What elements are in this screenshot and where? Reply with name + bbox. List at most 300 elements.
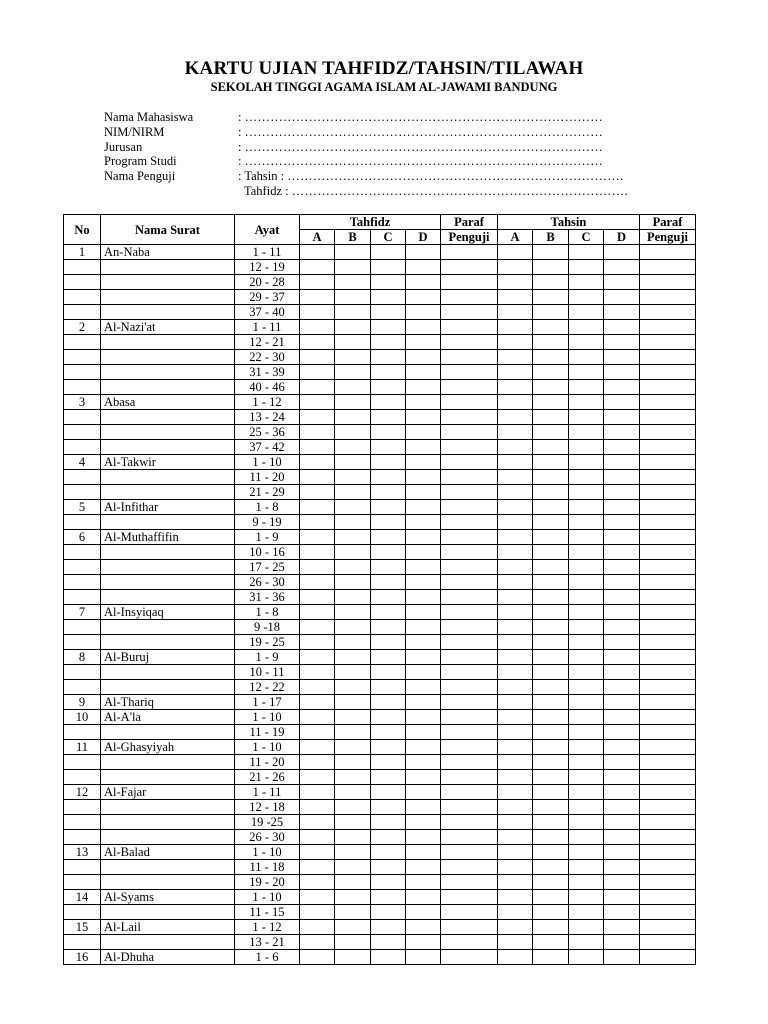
tahsin-d-cell[interactable] (604, 575, 640, 590)
tahfidz-d-cell[interactable] (406, 920, 441, 935)
tahfidz-a-cell[interactable] (300, 605, 335, 620)
tahsin-c-cell[interactable] (569, 485, 604, 500)
tahsin-d-cell[interactable] (604, 755, 640, 770)
tahfidz-d-cell[interactable] (406, 485, 441, 500)
tahfidz-a-cell[interactable] (300, 785, 335, 800)
tahfidz-c-cell[interactable] (371, 605, 406, 620)
tahfidz-b-cell[interactable] (335, 650, 371, 665)
tahsin-paraf-cell[interactable] (640, 245, 696, 260)
tahsin-c-cell[interactable] (569, 830, 604, 845)
tahfidz-b-cell[interactable] (335, 365, 371, 380)
form-row-nama-penguji[interactable] (104, 169, 628, 184)
tahfidz-c-cell[interactable] (371, 260, 406, 275)
tahsin-a-cell[interactable] (498, 590, 533, 605)
tahfidz-a-cell[interactable] (300, 290, 335, 305)
tahfidz-d-cell[interactable] (406, 650, 441, 665)
tahsin-b-cell[interactable] (533, 800, 569, 815)
tahsin-d-cell[interactable] (604, 950, 640, 965)
tahfidz-paraf-cell[interactable] (441, 815, 498, 830)
tahfidz-paraf-cell[interactable] (441, 755, 498, 770)
tahfidz-d-cell[interactable] (406, 770, 441, 785)
tahsin-c-cell[interactable] (569, 380, 604, 395)
tahfidz-paraf-cell[interactable] (441, 575, 498, 590)
tahsin-c-cell[interactable] (569, 290, 604, 305)
tahsin-c-cell[interactable] (569, 605, 604, 620)
tahfidz-paraf-cell[interactable] (441, 515, 498, 530)
tahfidz-b-cell[interactable] (335, 845, 371, 860)
tahfidz-c-cell[interactable] (371, 950, 406, 965)
tahfidz-a-cell[interactable] (300, 545, 335, 560)
tahsin-paraf-cell[interactable] (640, 335, 696, 350)
tahsin-a-cell[interactable] (498, 320, 533, 335)
tahfidz-d-cell[interactable] (406, 935, 441, 950)
form-row-jurusan[interactable] (104, 140, 628, 155)
tahsin-c-cell[interactable] (569, 350, 604, 365)
tahsin-b-cell[interactable] (533, 410, 569, 425)
tahfidz-a-cell[interactable] (300, 380, 335, 395)
tahsin-a-cell[interactable] (498, 935, 533, 950)
tahfidz-d-cell[interactable] (406, 515, 441, 530)
tahfidz-c-cell[interactable] (371, 545, 406, 560)
tahfidz-b-cell[interactable] (335, 860, 371, 875)
tahfidz-b-cell[interactable] (335, 815, 371, 830)
tahfidz-b-cell[interactable] (335, 335, 371, 350)
tahsin-paraf-cell[interactable] (640, 320, 696, 335)
tahsin-d-cell[interactable] (604, 275, 640, 290)
tahsin-c-cell[interactable] (569, 950, 604, 965)
tahsin-paraf-cell[interactable] (640, 620, 696, 635)
tahsin-a-cell[interactable] (498, 920, 533, 935)
tahsin-paraf-cell[interactable] (640, 590, 696, 605)
tahsin-b-cell[interactable] (533, 695, 569, 710)
tahsin-c-cell[interactable] (569, 305, 604, 320)
tahfidz-c-cell[interactable] (371, 650, 406, 665)
tahsin-paraf-cell[interactable] (640, 770, 696, 785)
tahsin-b-cell[interactable] (533, 755, 569, 770)
tahfidz-c-cell[interactable] (371, 785, 406, 800)
tahfidz-a-cell[interactable] (300, 530, 335, 545)
tahsin-d-cell[interactable] (604, 710, 640, 725)
tahfidz-a-cell[interactable] (300, 845, 335, 860)
tahsin-d-cell[interactable] (604, 440, 640, 455)
tahsin-d-cell[interactable] (604, 290, 640, 305)
tahsin-a-cell[interactable] (498, 755, 533, 770)
tahsin-c-cell[interactable] (569, 785, 604, 800)
tahsin-paraf-cell[interactable] (640, 755, 696, 770)
tahfidz-c-cell[interactable] (371, 575, 406, 590)
tahfidz-a-cell[interactable] (300, 425, 335, 440)
tahfidz-paraf-cell[interactable] (441, 935, 498, 950)
tahfidz-a-cell[interactable] (300, 755, 335, 770)
tahfidz-d-cell[interactable] (406, 635, 441, 650)
tahfidz-d-cell[interactable] (406, 320, 441, 335)
tahfidz-b-cell[interactable] (335, 425, 371, 440)
tahsin-c-cell[interactable] (569, 755, 604, 770)
tahsin-b-cell[interactable] (533, 605, 569, 620)
tahsin-a-cell[interactable] (498, 680, 533, 695)
tahsin-c-cell[interactable] (569, 470, 604, 485)
tahfidz-d-cell[interactable] (406, 560, 441, 575)
tahfidz-d-cell[interactable] (406, 260, 441, 275)
tahsin-b-cell[interactable] (533, 515, 569, 530)
tahfidz-c-cell[interactable] (371, 410, 406, 425)
tahsin-a-cell[interactable] (498, 815, 533, 830)
tahfidz-b-cell[interactable] (335, 620, 371, 635)
tahsin-d-cell[interactable] (604, 830, 640, 845)
tahsin-a-cell[interactable] (498, 635, 533, 650)
tahfidz-d-cell[interactable] (406, 755, 441, 770)
tahsin-paraf-cell[interactable] (640, 680, 696, 695)
tahsin-b-cell[interactable] (533, 245, 569, 260)
tahfidz-paraf-cell[interactable] (441, 395, 498, 410)
tahfidz-paraf-cell[interactable] (441, 365, 498, 380)
tahsin-d-cell[interactable] (604, 335, 640, 350)
tahsin-paraf-cell[interactable] (640, 365, 696, 380)
tahsin-b-cell[interactable] (533, 530, 569, 545)
tahsin-a-cell[interactable] (498, 665, 533, 680)
tahsin-c-cell[interactable] (569, 410, 604, 425)
tahsin-a-cell[interactable] (498, 860, 533, 875)
tahfidz-d-cell[interactable] (406, 725, 441, 740)
tahfidz-a-cell[interactable] (300, 620, 335, 635)
tahsin-a-cell[interactable] (498, 275, 533, 290)
tahsin-paraf-cell[interactable] (640, 545, 696, 560)
tahfidz-b-cell[interactable] (335, 785, 371, 800)
tahfidz-paraf-cell[interactable] (441, 470, 498, 485)
tahsin-a-cell[interactable] (498, 725, 533, 740)
tahfidz-d-cell[interactable] (406, 410, 441, 425)
tahfidz-b-cell[interactable] (335, 875, 371, 890)
tahsin-paraf-cell[interactable] (640, 920, 696, 935)
tahsin-c-cell[interactable] (569, 695, 604, 710)
tahsin-a-cell[interactable] (498, 545, 533, 560)
tahsin-b-cell[interactable] (533, 845, 569, 860)
tahfidz-a-cell[interactable] (300, 440, 335, 455)
tahfidz-b-cell[interactable] (335, 770, 371, 785)
tahsin-a-cell[interactable] (498, 410, 533, 425)
tahsin-a-cell[interactable] (498, 575, 533, 590)
tahfidz-b-cell[interactable] (335, 350, 371, 365)
tahsin-paraf-cell[interactable] (640, 830, 696, 845)
tahfidz-c-cell[interactable] (371, 875, 406, 890)
tahfidz-d-cell[interactable] (406, 695, 441, 710)
tahfidz-b-cell[interactable] (335, 275, 371, 290)
tahsin-d-cell[interactable] (604, 410, 640, 425)
tahsin-c-cell[interactable] (569, 845, 604, 860)
tahfidz-c-cell[interactable] (371, 530, 406, 545)
tahfidz-paraf-cell[interactable] (441, 695, 498, 710)
tahsin-b-cell[interactable] (533, 290, 569, 305)
tahsin-a-cell[interactable] (498, 425, 533, 440)
tahfidz-paraf-cell[interactable] (441, 620, 498, 635)
tahfidz-paraf-cell[interactable] (441, 800, 498, 815)
tahsin-d-cell[interactable] (604, 425, 640, 440)
tahsin-c-cell[interactable] (569, 665, 604, 680)
tahsin-d-cell[interactable] (604, 725, 640, 740)
tahsin-paraf-cell[interactable] (640, 485, 696, 500)
tahsin-c-cell[interactable] (569, 545, 604, 560)
tahsin-b-cell[interactable] (533, 320, 569, 335)
tahsin-a-cell[interactable] (498, 710, 533, 725)
tahsin-b-cell[interactable] (533, 455, 569, 470)
tahfidz-paraf-cell[interactable] (441, 455, 498, 470)
tahfidz-a-cell[interactable] (300, 920, 335, 935)
tahfidz-c-cell[interactable] (371, 395, 406, 410)
form-row-program-studi[interactable] (104, 154, 628, 169)
tahsin-b-cell[interactable] (533, 935, 569, 950)
tahfidz-b-cell[interactable] (335, 575, 371, 590)
tahsin-b-cell[interactable] (533, 305, 569, 320)
tahsin-a-cell[interactable] (498, 515, 533, 530)
form-row-penguji-tahfidz[interactable] (104, 184, 628, 199)
tahsin-a-cell[interactable] (498, 770, 533, 785)
tahsin-a-cell[interactable] (498, 260, 533, 275)
tahfidz-d-cell[interactable] (406, 575, 441, 590)
tahfidz-c-cell[interactable] (371, 800, 406, 815)
tahfidz-d-cell[interactable] (406, 665, 441, 680)
tahsin-c-cell[interactable] (569, 710, 604, 725)
tahfidz-d-cell[interactable] (406, 605, 441, 620)
tahsin-d-cell[interactable] (604, 890, 640, 905)
tahfidz-d-cell[interactable] (406, 290, 441, 305)
tahfidz-c-cell[interactable] (371, 560, 406, 575)
tahfidz-c-cell[interactable] (371, 860, 406, 875)
tahfidz-d-cell[interactable] (406, 740, 441, 755)
tahfidz-d-cell[interactable] (406, 455, 441, 470)
tahfidz-d-cell[interactable] (406, 440, 441, 455)
tahsin-d-cell[interactable] (604, 905, 640, 920)
tahfidz-b-cell[interactable] (335, 500, 371, 515)
tahsin-b-cell[interactable] (533, 440, 569, 455)
tahsin-d-cell[interactable] (604, 800, 640, 815)
tahsin-d-cell[interactable] (604, 365, 640, 380)
tahfidz-paraf-cell[interactable] (441, 410, 498, 425)
tahsin-d-cell[interactable] (604, 485, 640, 500)
tahfidz-c-cell[interactable] (371, 290, 406, 305)
tahsin-c-cell[interactable] (569, 530, 604, 545)
tahsin-paraf-cell[interactable] (640, 380, 696, 395)
tahsin-b-cell[interactable] (533, 890, 569, 905)
form-fill-line[interactable]: ………………………………………………………………………… (244, 124, 604, 139)
tahfidz-b-cell[interactable] (335, 800, 371, 815)
tahfidz-a-cell[interactable] (300, 395, 335, 410)
tahsin-a-cell[interactable] (498, 440, 533, 455)
tahfidz-b-cell[interactable] (335, 305, 371, 320)
tahfidz-c-cell[interactable] (371, 905, 406, 920)
tahfidz-b-cell[interactable] (335, 665, 371, 680)
tahfidz-paraf-cell[interactable] (441, 950, 498, 965)
tahfidz-c-cell[interactable] (371, 935, 406, 950)
tahfidz-paraf-cell[interactable] (441, 740, 498, 755)
tahsin-c-cell[interactable] (569, 515, 604, 530)
tahfidz-paraf-cell[interactable] (441, 890, 498, 905)
tahsin-d-cell[interactable] (604, 320, 640, 335)
tahfidz-b-cell[interactable] (335, 920, 371, 935)
tahsin-c-cell[interactable] (569, 395, 604, 410)
tahsin-d-cell[interactable] (604, 860, 640, 875)
tahsin-paraf-cell[interactable] (640, 890, 696, 905)
tahfidz-b-cell[interactable] (335, 530, 371, 545)
tahsin-paraf-cell[interactable] (640, 530, 696, 545)
tahfidz-b-cell[interactable] (335, 725, 371, 740)
tahsin-d-cell[interactable] (604, 500, 640, 515)
tahsin-a-cell[interactable] (498, 890, 533, 905)
tahsin-paraf-cell[interactable] (640, 260, 696, 275)
tahfidz-c-cell[interactable] (371, 485, 406, 500)
tahfidz-d-cell[interactable] (406, 425, 441, 440)
tahsin-c-cell[interactable] (569, 365, 604, 380)
tahfidz-a-cell[interactable] (300, 710, 335, 725)
tahsin-c-cell[interactable] (569, 890, 604, 905)
tahsin-b-cell[interactable] (533, 335, 569, 350)
tahfidz-a-cell[interactable] (300, 455, 335, 470)
tahsin-b-cell[interactable] (533, 470, 569, 485)
tahfidz-a-cell[interactable] (300, 740, 335, 755)
tahfidz-b-cell[interactable] (335, 830, 371, 845)
tahfidz-a-cell[interactable] (300, 515, 335, 530)
tahfidz-paraf-cell[interactable] (441, 530, 498, 545)
tahsin-c-cell[interactable] (569, 680, 604, 695)
tahfidz-b-cell[interactable] (335, 395, 371, 410)
tahsin-a-cell[interactable] (498, 800, 533, 815)
tahfidz-paraf-cell[interactable] (441, 860, 498, 875)
tahfidz-paraf-cell[interactable] (441, 500, 498, 515)
tahsin-b-cell[interactable] (533, 905, 569, 920)
tahfidz-a-cell[interactable] (300, 320, 335, 335)
tahsin-a-cell[interactable] (498, 335, 533, 350)
tahsin-a-cell[interactable] (498, 695, 533, 710)
tahsin-paraf-cell[interactable] (640, 290, 696, 305)
tahfidz-b-cell[interactable] (335, 605, 371, 620)
tahfidz-d-cell[interactable] (406, 590, 441, 605)
tahsin-paraf-cell[interactable] (640, 935, 696, 950)
tahfidz-paraf-cell[interactable] (441, 260, 498, 275)
tahsin-a-cell[interactable] (498, 950, 533, 965)
tahsin-d-cell[interactable] (604, 650, 640, 665)
tahfidz-b-cell[interactable] (335, 290, 371, 305)
tahfidz-paraf-cell[interactable] (441, 920, 498, 935)
tahsin-d-cell[interactable] (604, 350, 640, 365)
tahsin-d-cell[interactable] (604, 740, 640, 755)
tahsin-a-cell[interactable] (498, 845, 533, 860)
tahfidz-paraf-cell[interactable] (441, 680, 498, 695)
tahfidz-a-cell[interactable] (300, 305, 335, 320)
tahsin-d-cell[interactable] (604, 935, 640, 950)
tahfidz-d-cell[interactable] (406, 545, 441, 560)
tahsin-c-cell[interactable] (569, 560, 604, 575)
tahsin-b-cell[interactable] (533, 635, 569, 650)
tahfidz-c-cell[interactable] (371, 320, 406, 335)
tahfidz-b-cell[interactable] (335, 410, 371, 425)
tahfidz-a-cell[interactable] (300, 935, 335, 950)
tahfidz-c-cell[interactable] (371, 755, 406, 770)
tahsin-d-cell[interactable] (604, 635, 640, 650)
tahsin-c-cell[interactable] (569, 875, 604, 890)
tahfidz-paraf-cell[interactable] (441, 845, 498, 860)
tahfidz-a-cell[interactable] (300, 275, 335, 290)
tahsin-b-cell[interactable] (533, 365, 569, 380)
tahsin-b-cell[interactable] (533, 650, 569, 665)
tahsin-d-cell[interactable] (604, 770, 640, 785)
tahsin-d-cell[interactable] (604, 470, 640, 485)
tahfidz-b-cell[interactable] (335, 440, 371, 455)
tahsin-d-cell[interactable] (604, 605, 640, 620)
tahsin-d-cell[interactable] (604, 680, 640, 695)
tahfidz-b-cell[interactable] (335, 560, 371, 575)
tahfidz-b-cell[interactable] (335, 740, 371, 755)
tahfidz-c-cell[interactable] (371, 710, 406, 725)
tahsin-d-cell[interactable] (604, 515, 640, 530)
tahsin-a-cell[interactable] (498, 785, 533, 800)
tahfidz-d-cell[interactable] (406, 860, 441, 875)
tahfidz-a-cell[interactable] (300, 350, 335, 365)
tahfidz-a-cell[interactable] (300, 830, 335, 845)
tahfidz-paraf-cell[interactable] (441, 350, 498, 365)
tahfidz-c-cell[interactable] (371, 695, 406, 710)
tahsin-b-cell[interactable] (533, 740, 569, 755)
tahsin-d-cell[interactable] (604, 530, 640, 545)
tahsin-a-cell[interactable] (498, 395, 533, 410)
tahsin-c-cell[interactable] (569, 860, 604, 875)
tahsin-a-cell[interactable] (498, 740, 533, 755)
tahfidz-a-cell[interactable] (300, 695, 335, 710)
tahsin-a-cell[interactable] (498, 605, 533, 620)
tahfidz-d-cell[interactable] (406, 950, 441, 965)
tahfidz-a-cell[interactable] (300, 815, 335, 830)
tahsin-c-cell[interactable] (569, 500, 604, 515)
tahsin-paraf-cell[interactable] (640, 860, 696, 875)
tahsin-b-cell[interactable] (533, 380, 569, 395)
tahsin-b-cell[interactable] (533, 425, 569, 440)
tahfidz-paraf-cell[interactable] (441, 440, 498, 455)
tahfidz-paraf-cell[interactable] (441, 650, 498, 665)
form-row-nim[interactable] (104, 125, 628, 140)
tahfidz-b-cell[interactable] (335, 755, 371, 770)
tahsin-paraf-cell[interactable] (640, 410, 696, 425)
tahsin-paraf-cell[interactable] (640, 875, 696, 890)
tahsin-paraf-cell[interactable] (640, 425, 696, 440)
tahsin-c-cell[interactable] (569, 920, 604, 935)
tahfidz-a-cell[interactable] (300, 890, 335, 905)
tahfidz-b-cell[interactable] (335, 515, 371, 530)
tahsin-d-cell[interactable] (604, 665, 640, 680)
tahsin-a-cell[interactable] (498, 875, 533, 890)
tahsin-paraf-cell[interactable] (640, 800, 696, 815)
tahfidz-b-cell[interactable] (335, 590, 371, 605)
tahfidz-a-cell[interactable] (300, 560, 335, 575)
tahsin-a-cell[interactable] (498, 650, 533, 665)
tahsin-a-cell[interactable] (498, 365, 533, 380)
tahfidz-a-cell[interactable] (300, 680, 335, 695)
tahfidz-c-cell[interactable] (371, 845, 406, 860)
tahfidz-d-cell[interactable] (406, 350, 441, 365)
tahfidz-a-cell[interactable] (300, 860, 335, 875)
tahfidz-paraf-cell[interactable] (441, 635, 498, 650)
tahsin-a-cell[interactable] (498, 470, 533, 485)
tahfidz-paraf-cell[interactable] (441, 425, 498, 440)
tahsin-paraf-cell[interactable] (640, 725, 696, 740)
tahfidz-b-cell[interactable] (335, 455, 371, 470)
tahfidz-b-cell[interactable] (335, 635, 371, 650)
form-fill-line[interactable]: ……………………………………………………………………. (291, 183, 628, 198)
tahfidz-b-cell[interactable] (335, 245, 371, 260)
tahfidz-c-cell[interactable] (371, 665, 406, 680)
tahsin-a-cell[interactable] (498, 620, 533, 635)
tahfidz-c-cell[interactable] (371, 920, 406, 935)
tahfidz-paraf-cell[interactable] (441, 485, 498, 500)
tahfidz-a-cell[interactable] (300, 245, 335, 260)
tahsin-paraf-cell[interactable] (640, 905, 696, 920)
